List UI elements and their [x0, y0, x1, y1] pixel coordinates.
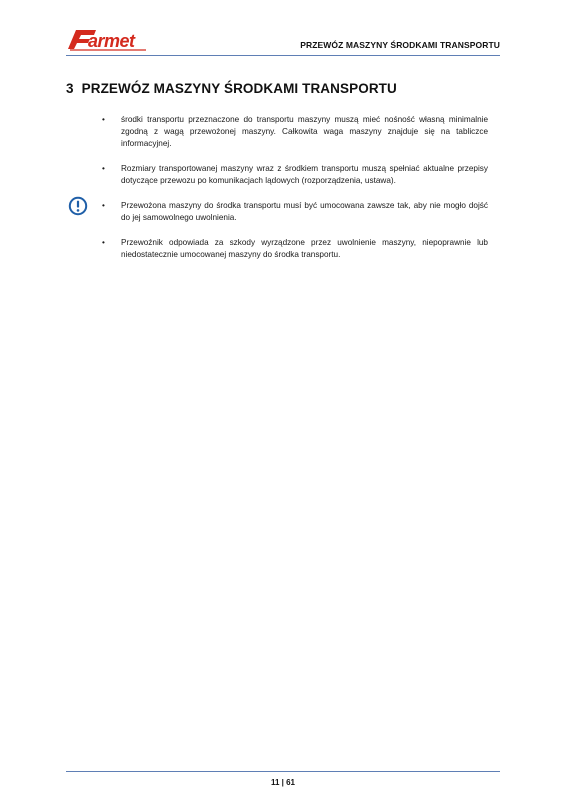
- list-item-text: Przewoźnik odpowiada za szkody wyrządzone przez uwolnienie maszyny, niepoprawnie lub niedostatecznie umocowanej maszyny do środka transportu.: [121, 238, 488, 259]
- list-item-text: Przewożona maszyny do środka transportu musí być umocowana zawsze tak, aby nie mogło dojść do jej samowolnego uwolnienia.: [121, 201, 488, 222]
- page-header: [66, 27, 500, 57]
- bullet-marker: •: [102, 201, 105, 210]
- farmet-logo-graphic: [66, 27, 150, 51]
- bullet-marker: •: [102, 115, 105, 124]
- list-item: [102, 114, 488, 150]
- list-item: [102, 200, 488, 224]
- bullet-marker: •: [102, 164, 105, 173]
- chapter-heading: [66, 81, 397, 96]
- header-title: PRZEWÓZ MASZYNY ŚRODKAMI TRANSPORTU: [300, 40, 500, 50]
- exclamation-circle-icon: [68, 196, 88, 216]
- bullet-list: [102, 114, 488, 274]
- list-item: [102, 237, 488, 261]
- page-number: 11 | 61: [270, 778, 296, 787]
- chapter-title: PRZEWÓZ MASZYNY ŚRODKAMI TRANSPORTU: [81, 81, 397, 96]
- list-item-text: Rozmiary transportowanej maszyny wraz z środkiem transportu muszą spełniać aktualne przepisy dotyczące przewozu po komunikacjach lądowych (rozporządzenia, ustawa).: [121, 164, 488, 185]
- svg-text:armet: armet: [88, 31, 135, 51]
- bullet-marker: •: [102, 238, 105, 247]
- list-item-text: środki transportu przeznaczone do transportu maszyny muszą mieć nośność własną minimalnie zgodną z wagą przewożonej maszyny. Całkowita waga maszyny znajduje się na tabliczce informacyjnej.: [121, 115, 488, 148]
- header-divider: [66, 55, 500, 56]
- chapter-number: 3: [66, 81, 74, 96]
- list-item: [102, 163, 488, 187]
- farmet-logo: [66, 27, 150, 51]
- footer-divider: [66, 771, 500, 772]
